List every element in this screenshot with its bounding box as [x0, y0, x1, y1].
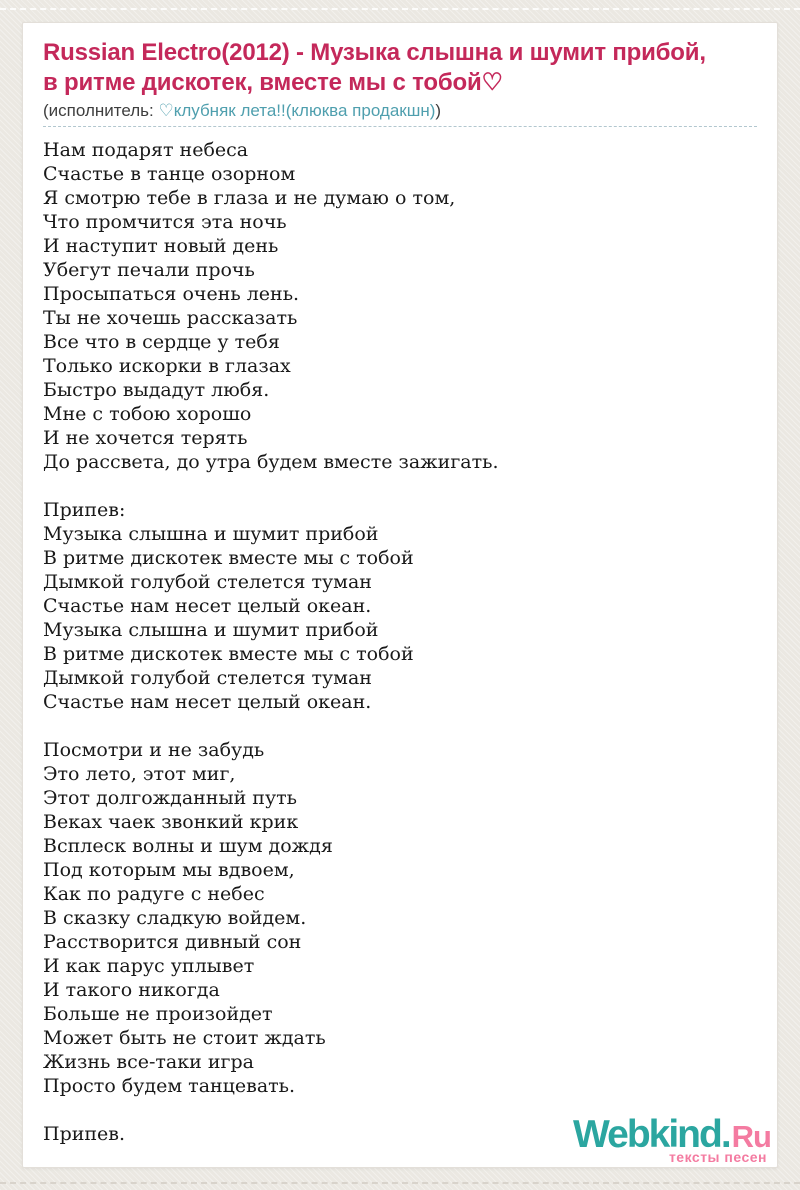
artist-suffix: )	[435, 101, 442, 120]
lyric-line: Музыка слышна и шумит прибой	[43, 523, 379, 545]
lyric-line: Дымкой голубой стелется туман	[43, 667, 372, 689]
lyric-line: Расстворится дивный сон	[43, 931, 302, 953]
lyric-line: Больше не произойдет	[43, 1003, 273, 1025]
lyric-line: Что промчится эта ночь	[43, 211, 287, 233]
content-card	[22, 22, 778, 1168]
lyric-line: Веках чаек звонкий крик	[43, 811, 299, 833]
lyric-line: И не хочется терять	[43, 427, 248, 449]
lyric-line: Счастье нам несет целый океан.	[43, 691, 372, 713]
logo-dot: .	[720, 1113, 732, 1156]
stanza	[43, 738, 757, 1098]
artist-line	[43, 100, 757, 122]
lyric-line: И наступит новый день	[43, 235, 279, 257]
lyric-line: Это лето, этот миг,	[43, 763, 236, 785]
lyric-line: Как по радуге с небес	[43, 883, 265, 905]
lyric-line: Быстро выдадут любя.	[43, 379, 270, 401]
lyric-line: Мне с тобою хорошо	[43, 403, 252, 425]
page-title	[43, 38, 757, 98]
lyric-line: Жизнь все-таки игра	[43, 1051, 254, 1073]
lyric-line: В сказку сладкую войдем.	[43, 907, 307, 929]
title-line-2: в ритме дискотек, вместе мы с тобой♡	[43, 69, 503, 96]
lyric-line: Все что в сердце у тебя	[43, 331, 280, 353]
lyric-line: Припев.	[43, 1123, 126, 1145]
lyric-line: Под которым мы вдвоем,	[43, 859, 295, 881]
lyric-line: Музыка слышна и шумит прибой	[43, 619, 379, 641]
stanza	[43, 138, 757, 474]
lyric-line: Припев:	[43, 499, 126, 521]
title-line-1: Russian Electro(2012) - Музыка слышна и шумит прибой,	[43, 39, 706, 66]
lyric-line: Просто будем танцевать.	[43, 1075, 296, 1097]
lyric-line: И как парус уплывет	[43, 955, 255, 977]
dotted-divider	[43, 126, 757, 127]
lyric-line: Нам подарят небеса	[43, 139, 249, 161]
lyric-line: В ритме дискотек вместе мы с тобой	[43, 643, 414, 665]
background-texture-line-top	[0, 8, 800, 10]
lyric-line: До рассвета, до утра будем вместе зажигать.	[43, 451, 499, 473]
lyric-line: Убегут печали прочь	[43, 259, 255, 281]
logo-tagline: тексты песен	[668, 1149, 767, 1165]
lyric-line: Только искорки в глазах	[43, 355, 291, 377]
stanza	[43, 498, 757, 714]
webkind-logo[interactable]	[573, 1115, 771, 1164]
lyric-line: Дымкой голубой стелется туман	[43, 571, 372, 593]
lyric-line: Счастье нам несет целый океан.	[43, 595, 372, 617]
lyric-line: Этот долгожданный путь	[43, 787, 297, 809]
logo-tld-text: Ru	[731, 1119, 771, 1154]
lyric-line: Посмотри и не забудь	[43, 739, 265, 761]
lyric-line: В ритме дискотек вместе мы с тобой	[43, 547, 414, 569]
lyrics	[43, 138, 757, 1146]
lyric-line: И такого никогда	[43, 979, 220, 1001]
lyric-line: Просыпаться очень лень.	[43, 283, 300, 305]
lyric-line: Может быть не стоит ждать	[43, 1027, 326, 1049]
artist-label: (исполнитель:	[43, 101, 159, 120]
logo-webkind-text: Webkind	[573, 1113, 721, 1156]
artist-link[interactable]: ♡клубняк лета!!(клюква продакшн)	[158, 101, 436, 120]
lyric-line: Всплеск волны и шум дождя	[43, 835, 333, 857]
lyric-line: Я смотрю тебе в глаза и не думаю о том,	[43, 187, 456, 209]
lyric-line: Ты не хочешь рассказать	[43, 307, 298, 329]
background-texture-line-bottom	[0, 1182, 800, 1184]
lyric-line: Счастье в танце озорном	[43, 163, 296, 185]
